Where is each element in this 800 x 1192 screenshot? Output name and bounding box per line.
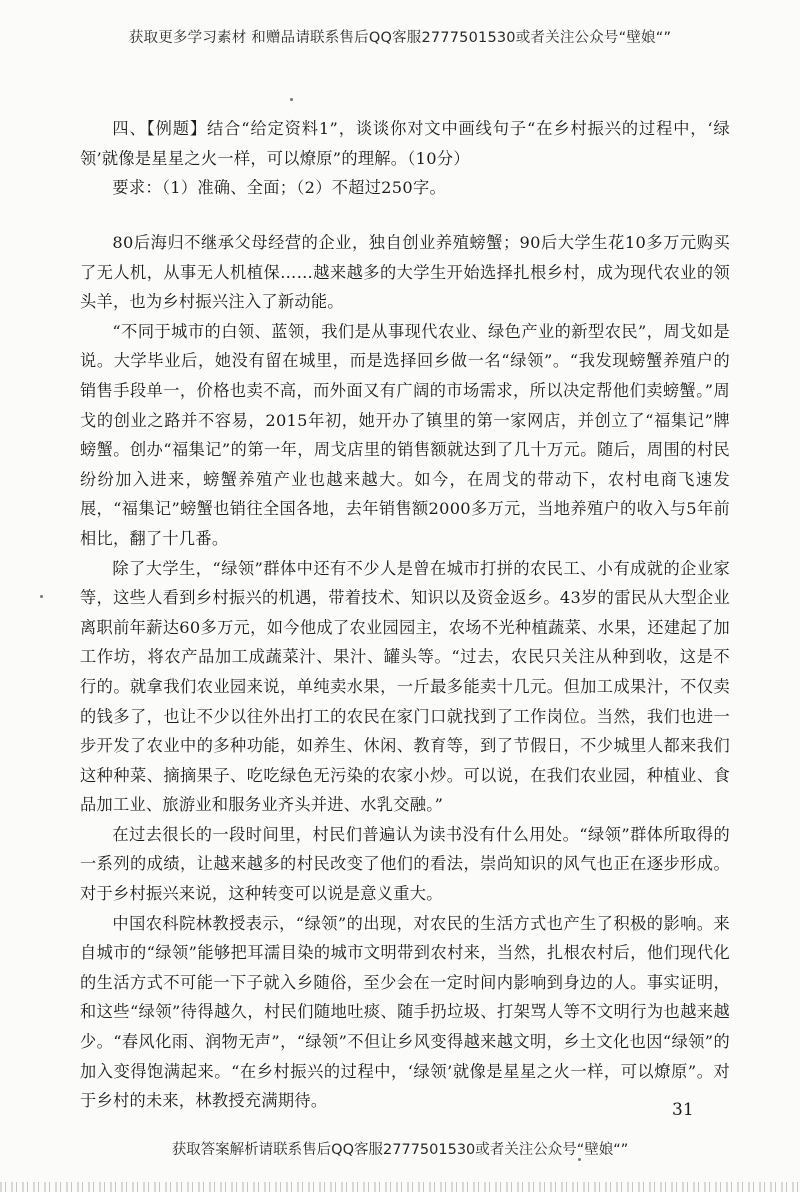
paragraph-5: 中国农科院林教授表示，“绿领”的出现，对农民的生活方式也产生了积极的影响。来自城市的“绿领”能够把耳濡目染的城市文明带到农村来，当然，扎根农村后，他们现代化的生活方式不可能一下子就入乡随俗，至少会在一定时间内影响到身边的人。事实证明，和这些“绿领”待得越久，村民们随地吐痰、随手扔垃圾、打架骂人等不文明行为也越来越少。“春风化雨、润物无声”，“绿领”不但让乡风变得越来越文明，乡土文化也因“绿领”的加入变得饱满起来。“在乡村振兴的过程中，‘绿领’就像是星星之火一样，可以燎原”。对于乡村的未来，林教授充满期待。 — [80, 913, 730, 1111]
footer-promo-text: 获取答案解析请联系售后QQ客服2777501530或者关注公众号“壁娘“” — [171, 1142, 629, 1158]
paragraph-4: 在过去很长的一段时间里，村民们普遍认为读书没有什么用处。“绿领”群体所取得的一系列的成绩，让越来越多的村民改变了他们的看法，崇尚知识的风气也正在逐步形成。对于乡村振兴来说，这种转变可以说是意义重大。 — [80, 824, 730, 904]
paragraph-3: 除了大学生，“绿领”群体中还有不少人是曾在城市打拼的农民工、小有成就的企业家等，这些人看到乡村振兴的机遇，带着技术、知识以及资金返乡。43岁的雷民从大型企业离职前年薪达60多万元，如今他成了农业园园主，农场不光种植蔬菜、水果，还建起了加工作坊，将农产品加工成蔬菜汁、果汁、罐头等。“过去，农民只关注从种到收，这是不行的。就拿我们农业园来说，单纯卖水果，一斤最多能卖十几元。但加工成果汁，不仅卖的钱多了，也让不少以往外出打工的农民在家门口就找到了工作岗位。当然，我们也进一步开发了农业中的多种功能，如养生、休闲、教育等，到了节假日，不少城里人都来我们这种种菜、摘摘果子、吃吃绿色无污染的农家小炒。可以说，在我们农业园，种植业、食品加工业、旅游业和服务业齐头并进、水乳交融。” — [80, 558, 730, 815]
header-promo-text: 获取更多学习素材 和赠品请联系售后QQ客服2777501530或者关注公众号“壁娘“” — [128, 30, 672, 46]
reading-material — [80, 228, 730, 1116]
paragraph-2: “不同于城市的白领、蓝领，我们是从事现代农业、绿色产业的新型农民”，周戈如是说。大学毕业后，她没有留在城里，而是选择回乡做一名“绿领”。“我发现螃蟹养殖户的销售手段单一，价格也卖不高，而外面又有广阔的市场需求，所以决定帮他们卖螃蟹。”周戈的创业之路并不容易，2015年初，她开办了镇里的第一家网店，并创立了“福集记”牌螃蟹。创办“福集记”的第一年，周戈店里的销售额就达到了几十万元。随后，周围的村民纷纷加入进来，螃蟹养殖产业也越来越大。如今，在周戈的带动下，农村电商飞速发展，“福集记”螃蟹也销往全国各地，去年销售额2000多万元，当地养殖户的收入与5年前相比，翻了十几番。 — [80, 321, 730, 548]
scan-edge-noise — [0, 1182, 800, 1192]
paragraph-1: 80后海归不继承父母经营的企业，独自创业养殖螃蟹；90后大学生花10多万元购买了无人机，从事无人机植保……越来越多的大学生开始选择扎根乡村，成为现代农业的领头羊，也为乡村振兴注入了新动能。 — [80, 233, 730, 312]
page-number: 31 — [672, 1100, 694, 1120]
question-block — [80, 114, 730, 203]
question-requirements: 要求：（1）准确、全面；（2）不超过250字。 — [112, 178, 446, 198]
scan-speck — [578, 1158, 581, 1161]
question-prompt: 四、【例题】结合“给定资料1”，谈谈你对文中画线句子“在乡村振兴的过程中，‘绿领’就像是星星之火一样，可以燎原”的理解。（10分） — [80, 119, 730, 168]
scan-speck — [40, 595, 43, 598]
scan-speck — [290, 98, 293, 101]
